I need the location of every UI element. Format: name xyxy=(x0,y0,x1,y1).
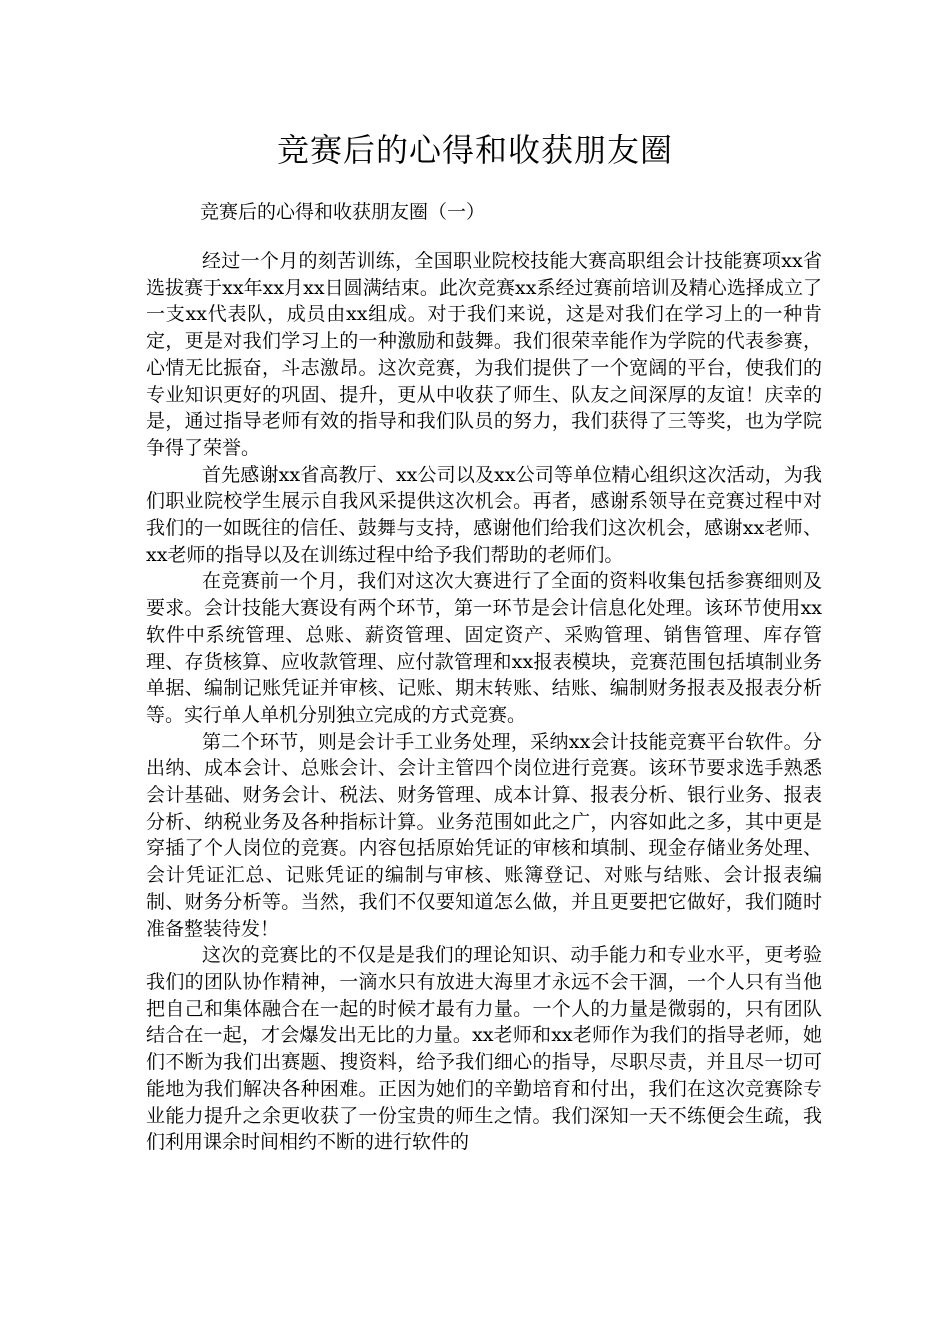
paragraph: 第二个环节，则是会计手工业务处理，采纳xx会计技能竞赛平台软件。分出纳、成本会计、总账会计、会计主管四个岗位进行竞赛。该环节要求选手熟悉会计基础、财务会计、税法、财务管理、成本计算、报表分析、银行业务、报表分析、纳税业务及各种指标计算。业务范围如此之广，内容如此之多，其中更是穿插了个人岗位的竞赛。内容包括原始凭证的审核和填制、现金存储业务处理、会计凭证汇总、记账凭证的编制与审核、账簿登记、对账与结账、会计报表编制、财务分析等。当然，我们不仅要知道怎么做，并且更要把它做好，我们随时准备整装待发！ xyxy=(146,730,822,940)
document-body xyxy=(146,248,822,1156)
paragraph: 在竞赛前一个月，我们对这次大赛进行了全面的资料收集包括参赛细则及要求。会计技能大赛设有两个环节，第一环节是会计信息化处理。该环节使用xx软件中系统管理、总账、薪资管理、固定资产、采购管理、销售管理、库存管理、存货核算、应收款管理、应付款管理和xx报表模块，竞赛范围包括填制业务单据、编制记账凭证并审核、记账、期末转账、结账、编制财务报表及报表分析等。实行单人单机分别独立完成的方式竞赛。 xyxy=(146,570,822,726)
paragraph: 这次的竞赛比的不仅是是我们的理论知识、动手能力和专业水平，更考验我们的团队协作精神，一滴水只有放进大海里才永远不会干涸，一个人只有当他把自己和集体融合在一起的时候才最有力量。一个人的力量是微弱的，只有团队结合在一起，才会爆发出无比的力量。xx老师和xx老师作为我们的指导老师，她们不断为我们出赛题、搜资料，给予我们细心的指导，尽职尽责，并且尽一切可能地为我们解决各种困难。正因为她们的辛勤培育和付出，我们在这次竞赛除专业能力提升之余更收获了一份宝贵的师生之情。我们深知一天不练便会生疏，我们利用课余时间相约不断的进行软件的 xyxy=(146,944,822,1154)
document-title: 竞赛后的心得和收获朋友圈 xyxy=(276,131,673,169)
paragraph: 首先感谢xx省高教厅、xx公司以及xx公司等单位精心组织这次活动，为我们职业院校学生展示自我风采提供这次机会。再者，感谢系领导在竞赛过程中对我们的一如既往的信任、鼓舞与支持，感谢他们给我们这次机会，感谢xx老师、xx老师的指导以及在训练过程中给予我们帮助的老师们。 xyxy=(146,463,822,566)
document-subtitle: 竞赛后的心得和收获朋友圈（一） xyxy=(200,201,486,223)
paragraph: 经过一个月的刻苦训练，全国职业院校技能大赛高职组会计技能赛项xx省选拔赛于xx年xx月xx日圆满结束。此次竞赛xx系经过赛前培训及精心选择成立了一支xx代表队，成员由xx组成。对于我们来说，这是对我们在学习上的一种肯定，更是对我们学习上的一种激励和鼓舞。我们很荣幸能作为学院的代表参赛，心情无比振奋，斗志激昂。这次竞赛，为我们提供了一个宽阔的平台，使我们的专业知识更好的巩固、提升，更从中收获了师生、队友之间深厚的友谊！庆幸的是，通过指导老师有效的指导和我们队员的努力，我们获得了三等奖，也为学院争得了荣誉。 xyxy=(146,250,822,459)
